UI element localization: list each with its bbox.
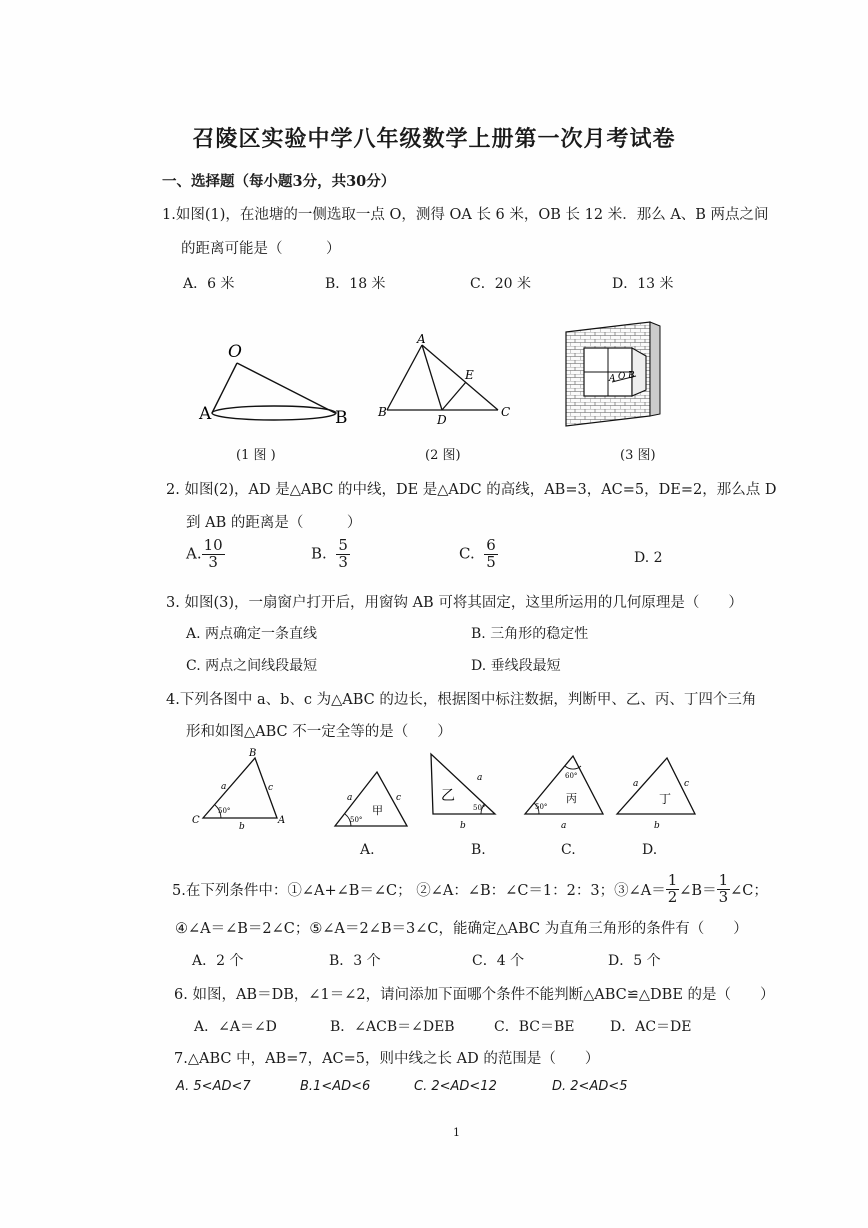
question-6-line-1: 6. 如图，AB＝DB，∠1＝∠2，请问添加下面哪个条件不能判断△ABC≌△DBE 的是（ ） — [174, 987, 775, 1003]
q7-option-c: C. 2<AD<12 — [414, 1079, 497, 1094]
fig2-label-a: A — [417, 332, 426, 346]
q4-reference-triangle — [192, 748, 285, 832]
yi-side-b: b — [460, 821, 466, 831]
figure-1-caption: (1 图 ) — [236, 448, 276, 463]
jia-side-c: c — [396, 793, 402, 803]
page-title: 召陵区实验中学八年级数学上册第一次月考试卷 — [192, 126, 676, 152]
q1-option-b: B．18 米 — [325, 276, 386, 292]
yi-angle: 50° — [473, 804, 486, 812]
question-7-line-1: 7.△ABC 中，AB=7，AC=5，则中线之长 AD 的范围是（ ） — [174, 1051, 600, 1067]
q5-option-a: A．2 个 — [192, 953, 244, 969]
q3-option-d: D. 垂线段最短 — [471, 658, 561, 674]
fig2-label-b: B — [378, 405, 387, 419]
ref-side-a: a — [221, 782, 227, 792]
ref-side-b: b — [239, 822, 245, 832]
fig3-label-o: O — [618, 372, 626, 382]
q2-option-a: A. $\frac{10}{3}$ — [186, 536, 223, 571]
q1-option-a: A．6 米 — [183, 276, 235, 292]
question-5-line-1: 5.在下列条件中：①∠A+∠B＝∠C； ②∠A：∠B：∠C＝1：2：3；③∠A＝ $\frac{1}{2}$ ∠B＝ $\frac{1}{3}$ ∠C； — [172, 871, 768, 906]
fig3-label-b: B — [628, 371, 635, 381]
q6-option-d: D．AC＝DE — [610, 1019, 692, 1035]
figure-3-window — [560, 318, 675, 430]
q6-option-b: B．∠ACB＝∠DEB — [330, 1019, 455, 1035]
question-1-line-1: 1.如图(1)，在池塘的一侧选取一点 O，测得 OA 长 6 米，OB 长 12 米．那么 A、B 两点之间 — [162, 207, 769, 223]
ref-side-c: c — [268, 783, 274, 793]
fig3-label-a: A — [609, 374, 616, 384]
question-2-line-2: 到 AB 的距离是（ ） — [186, 515, 362, 531]
fig2-label-d: D — [437, 413, 447, 427]
jia-angle: 50° — [350, 816, 363, 824]
jia-name: 甲 — [372, 804, 383, 817]
q1-option-d: D．13 米 — [612, 276, 674, 292]
ding-side-a: a — [633, 779, 639, 789]
q3-option-b: B. 三角形的稳定性 — [471, 626, 589, 642]
ref-label-b: B — [249, 748, 257, 759]
q5-option-b: B．3 个 — [329, 953, 381, 969]
q1-option-c: C．20 米 — [470, 276, 531, 292]
question-3-line-1: 3. 如图(3)，一扇窗户打开后，用窗钩 AB 可将其固定，这里所运用的几何原理是（ ） — [166, 595, 743, 611]
q4-label-d: D. — [642, 842, 658, 858]
ref-label-c: C — [192, 815, 200, 826]
fig1-label-a: A — [199, 404, 212, 424]
q3-option-a: A. 两点确定一条直线 — [186, 626, 318, 642]
q7-option-d: D. 2<AD<5 — [552, 1079, 628, 1094]
q4-triangle-bing — [525, 756, 603, 831]
fig2-label-c: C — [501, 405, 511, 419]
question-4-line-2: 形和如图△ABC 不一定全等的是（ ） — [186, 724, 452, 740]
fig1-label-o: O — [228, 342, 242, 362]
ding-name: 丁 — [659, 792, 672, 806]
q3-option-c: C. 两点之间线段最短 — [186, 658, 318, 674]
figure-2-triangle — [370, 330, 520, 430]
ding-side-c: c — [684, 779, 690, 789]
section-heading: 一、选择题（每小题3分，共30分） — [162, 173, 396, 190]
question-2-line-1: 2. 如图(2)，AD 是△ABC 的中线，DE 是△ADC 的高线，AB=3，AC=5，DE=2，那么点 D — [166, 482, 777, 498]
q4-triangle-ding — [617, 758, 695, 831]
q4-triangle-yi — [431, 754, 495, 831]
question-1-line-2: 的距离可能是（ ） — [181, 241, 341, 257]
q6-option-a: A．∠A＝∠D — [194, 1019, 277, 1035]
q7-option-a: A. 5<AD<7 — [176, 1079, 251, 1094]
q2-option-d: D. 2 — [634, 550, 663, 566]
fig1-label-b: B — [335, 408, 348, 428]
page-number: 1 — [453, 1126, 460, 1139]
question-5-line-2: ④∠A＝∠B＝2∠C；⑤∠A＝2∠B＝3∠C，能确定△ABC 为直角三角形的条件有（ ） — [175, 921, 748, 937]
jia-side-a: a — [347, 793, 353, 803]
q4-label-b: B. — [471, 842, 486, 858]
bing-angle-1: 60° — [565, 772, 578, 780]
figure-3-caption: (3 图) — [620, 448, 656, 463]
figure-1-pond — [195, 335, 365, 435]
question-4-line-1: 4.下列各图中 a、b、c 为△ABC 的边长，根据图中标注数据，判断甲、乙、丙、丁四个三角 — [166, 692, 757, 708]
bing-name: 丙 — [566, 792, 577, 805]
q4-label-a: A. — [360, 842, 375, 858]
fig2-label-e: E — [465, 368, 474, 382]
q7-option-b: B.1<AD<6 — [300, 1079, 371, 1094]
q5-option-d: D．5 个 — [608, 953, 661, 969]
yi-side-a: a — [477, 773, 483, 783]
q4-triangle-jia — [335, 772, 407, 826]
ref-label-a: A — [278, 815, 286, 826]
yi-name: 乙 — [441, 788, 455, 804]
q5-option-c: C．4 个 — [472, 953, 525, 969]
bing-angle-2: 50° — [535, 803, 548, 811]
q4-triangle-figures — [185, 748, 705, 832]
ding-side-b: b — [654, 821, 660, 831]
bing-side-a: a — [561, 821, 567, 831]
q6-option-c: C．BC＝BE — [494, 1019, 575, 1035]
ref-angle: 50° — [218, 807, 231, 815]
q2-option-c: C. $\frac{6}{5}$ — [459, 536, 496, 571]
q2-option-b: B. $\frac{5}{3}$ — [311, 536, 348, 571]
figure-2-caption: (2 图) — [425, 448, 461, 463]
q4-label-c: C. — [561, 842, 576, 858]
